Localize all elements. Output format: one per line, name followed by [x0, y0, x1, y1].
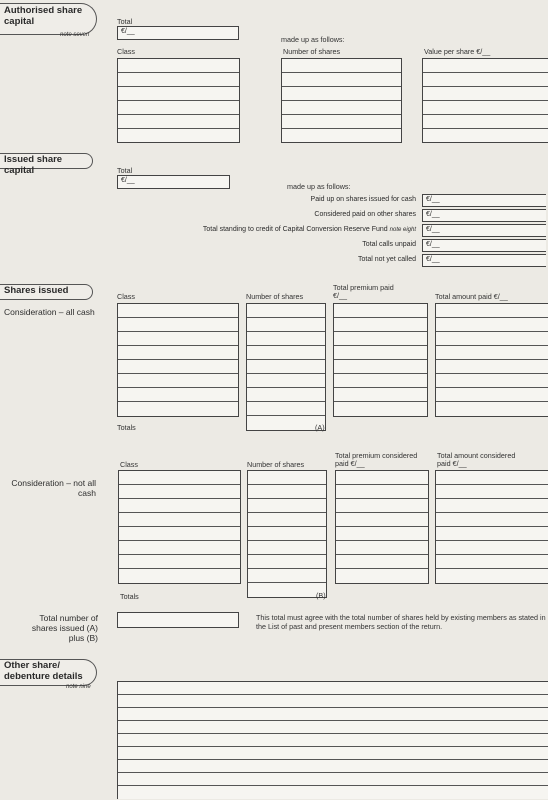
authorised-col-number: Number of shares [283, 47, 341, 56]
consideration-noncash-label: Consideration – not all cash [11, 478, 96, 498]
table-row[interactable] [248, 583, 326, 597]
table-row[interactable] [334, 374, 427, 388]
other-details-area[interactable] [117, 681, 548, 799]
table-row[interactable] [119, 569, 240, 583]
issued-row-label [358, 256, 416, 263]
table-row[interactable] [334, 304, 427, 318]
table-row[interactable] [247, 346, 325, 360]
table-row[interactable] [119, 513, 240, 527]
table-row[interactable] [247, 388, 325, 402]
table-row[interactable] [118, 708, 548, 721]
issued-row-label [311, 196, 416, 203]
noncash-class-column[interactable] [118, 470, 241, 584]
table-row[interactable] [118, 318, 238, 332]
authorised-note: note seven [60, 32, 90, 38]
issued-row-text: Total calls unpaid [362, 241, 416, 248]
table-row[interactable] [118, 682, 548, 695]
table-row[interactable] [118, 129, 239, 142]
noncash-totals-label: Totals [120, 592, 139, 601]
authorised-col-class: Class [117, 47, 135, 56]
table-row[interactable] [247, 318, 325, 332]
not-yet-called-field[interactable]: €/__ [422, 254, 546, 267]
table-row[interactable] [248, 499, 326, 513]
table-row[interactable] [436, 402, 548, 416]
noncash-premium-column[interactable] [335, 470, 429, 584]
table-row[interactable] [336, 485, 428, 499]
table-row[interactable] [436, 513, 548, 527]
table-row[interactable] [247, 304, 325, 318]
total-number-label: Total number of shares issued (A) plus (B) [31, 613, 98, 643]
table-row[interactable] [248, 471, 326, 485]
other-details-heading [0, 659, 97, 686]
table-row[interactable] [247, 360, 325, 374]
table-row[interactable] [247, 402, 325, 416]
shares-issued-heading-text: Shares issued [4, 285, 69, 296]
table-row[interactable] [248, 569, 326, 583]
table-row[interactable] [334, 388, 427, 402]
table-row[interactable] [436, 555, 548, 569]
authorised-class-column[interactable] [117, 58, 240, 143]
table-row[interactable] [248, 485, 326, 499]
cash-col-class: Class [117, 292, 135, 301]
table-row[interactable] [336, 541, 428, 555]
noncash-col-number: Number of shares [247, 460, 305, 469]
issued-total-field[interactable]: €/__ [117, 175, 230, 189]
table-row[interactable] [282, 115, 401, 129]
table-row[interactable] [282, 59, 401, 73]
issued-row-label [362, 241, 416, 248]
table-row[interactable] [282, 101, 401, 115]
other-heading-text: Other share/ debenture details [4, 660, 83, 682]
authorised-made-up-label: made up as follows: [281, 35, 345, 44]
table-row[interactable] [119, 527, 240, 541]
cash-number-column[interactable] [246, 303, 326, 431]
issued-total-label: Total [117, 166, 133, 175]
table-row[interactable] [247, 416, 325, 430]
marker-b: (B) [316, 591, 326, 600]
authorised-number-column[interactable] [281, 58, 402, 143]
authorised-total-label: Total [117, 17, 133, 26]
table-row[interactable] [436, 360, 548, 374]
table-row[interactable] [336, 471, 428, 485]
table-row[interactable] [436, 541, 548, 555]
issued-made-up-label: made up as follows: [287, 182, 351, 191]
shares-issued-heading [0, 284, 93, 300]
table-row[interactable] [118, 346, 238, 360]
table-row[interactable] [423, 101, 548, 115]
other-note: note nine [66, 684, 91, 690]
table-row[interactable] [247, 374, 325, 388]
table-row[interactable] [334, 360, 427, 374]
issued-row-text: Considered paid on other shares [314, 211, 416, 218]
table-row[interactable] [118, 760, 548, 773]
table-row[interactable] [248, 541, 326, 555]
table-row[interactable] [118, 304, 238, 318]
total-agreement-note: This total must agree with the total number of shares held by existing members as stated in the List of past and present members section of the return. [256, 613, 546, 631]
table-row[interactable] [436, 569, 548, 583]
noncash-col-amount: Total amount considered paid €/__ [437, 451, 516, 468]
table-row[interactable] [282, 129, 401, 142]
table-row[interactable] [119, 471, 240, 485]
table-row[interactable] [334, 318, 427, 332]
table-row[interactable] [118, 786, 548, 799]
table-row[interactable] [423, 129, 548, 142]
issued-row-note: note eight [389, 227, 416, 233]
table-row[interactable] [423, 87, 548, 101]
table-row[interactable] [118, 747, 548, 760]
table-row[interactable] [423, 73, 548, 87]
table-row[interactable] [118, 721, 548, 734]
table-row[interactable] [336, 527, 428, 541]
cash-class-column[interactable] [117, 303, 239, 417]
issued-row-text: Total not yet called [358, 256, 416, 263]
capital-conversion-field[interactable]: €/__ [422, 224, 546, 237]
marker-a: (A) [315, 423, 325, 432]
table-row[interactable] [282, 73, 401, 87]
table-row[interactable] [423, 115, 548, 129]
table-row[interactable] [423, 59, 548, 73]
table-row[interactable] [436, 318, 548, 332]
cash-col-number: Number of shares [246, 292, 304, 301]
table-row[interactable] [119, 555, 240, 569]
cash-col-premium: Total premium paid €/__ [333, 283, 394, 300]
table-row[interactable] [336, 555, 428, 569]
table-row[interactable] [436, 388, 548, 402]
table-row[interactable] [436, 499, 548, 513]
table-row[interactable] [248, 555, 326, 569]
authorised-col-value: Value per share €/__ [424, 47, 491, 56]
issued-share-capital-heading [0, 153, 93, 176]
table-row[interactable] [118, 59, 239, 73]
table-row[interactable] [119, 499, 240, 513]
considered-paid-field[interactable]: €/__ [422, 209, 546, 222]
authorised-share-capital-heading [0, 3, 97, 35]
table-row[interactable] [334, 402, 427, 416]
issued-row-text: Paid up on shares issued for cash [310, 196, 416, 203]
table-row[interactable] [248, 513, 326, 527]
noncash-col-class: Class [120, 460, 138, 469]
cash-col-amount: Total amount paid €/__ [435, 292, 508, 301]
authorised-total-field[interactable]: €/__ [117, 26, 239, 40]
paid-up-cash-field[interactable]: €/__ [422, 194, 546, 207]
table-row[interactable] [118, 374, 238, 388]
cash-totals-label: Totals [117, 423, 136, 432]
noncash-col-premium: Total premium considered paid €/__ [335, 451, 418, 468]
table-row[interactable] [118, 695, 548, 708]
table-row[interactable] [118, 101, 239, 115]
issued-heading-text: Issued share capital [4, 154, 63, 176]
issued-row-label [203, 226, 416, 233]
table-row[interactable] [336, 513, 428, 527]
noncash-number-column[interactable] [247, 470, 327, 598]
table-row[interactable] [118, 734, 548, 747]
table-row[interactable] [336, 499, 428, 513]
table-row[interactable] [118, 332, 238, 346]
table-row[interactable] [248, 527, 326, 541]
cash-premium-column[interactable] [333, 303, 428, 417]
table-row[interactable] [118, 360, 238, 374]
table-row[interactable] [436, 527, 548, 541]
cash-amount-column[interactable] [435, 303, 548, 417]
noncash-amount-column[interactable] [435, 470, 548, 584]
table-row[interactable] [118, 402, 238, 416]
table-row[interactable] [336, 569, 428, 583]
table-row[interactable] [436, 332, 548, 346]
authorised-value-column[interactable] [422, 58, 548, 143]
calls-unpaid-field[interactable]: €/__ [422, 239, 546, 252]
table-row[interactable] [118, 87, 239, 101]
total-shares-issued-field[interactable] [117, 612, 239, 628]
table-row[interactable] [436, 485, 548, 499]
table-row[interactable] [282, 87, 401, 101]
table-row[interactable] [436, 374, 548, 388]
table-row[interactable] [436, 346, 548, 360]
issued-row-label [314, 211, 416, 218]
table-row[interactable] [118, 115, 239, 129]
table-row[interactable] [119, 485, 240, 499]
consideration-cash-label: Consideration – all cash [4, 307, 95, 317]
table-row[interactable] [118, 773, 548, 786]
table-row[interactable] [436, 304, 548, 318]
table-row[interactable] [118, 73, 239, 87]
table-row[interactable] [247, 332, 325, 346]
table-row[interactable] [436, 471, 548, 485]
table-row[interactable] [119, 541, 240, 555]
table-row[interactable] [118, 388, 238, 402]
table-row[interactable] [334, 346, 427, 360]
issued-row-text: Total standing to credit of Capital Conversion Reserve Fund [202, 226, 388, 233]
table-row[interactable] [334, 332, 427, 346]
authorised-heading-text: Authorised share capital [4, 5, 83, 27]
